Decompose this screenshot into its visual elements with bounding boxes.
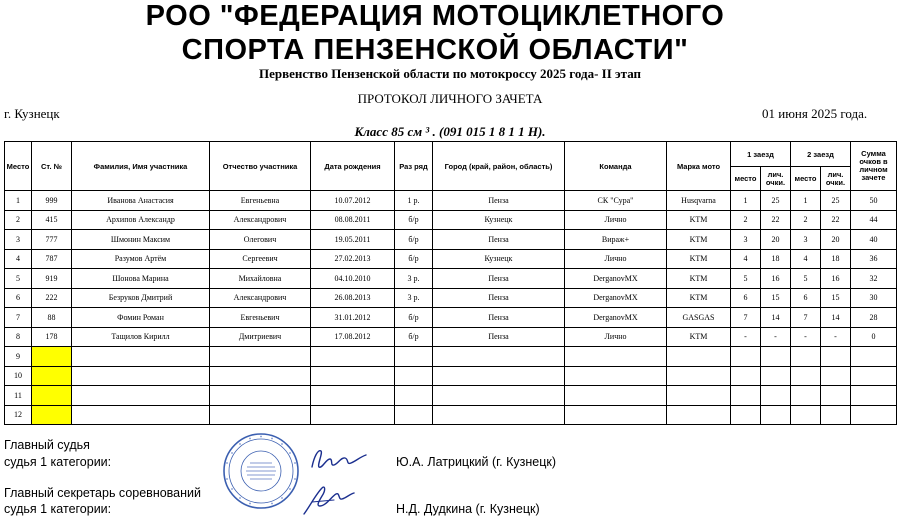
cell-team: DerganovMX: [565, 308, 667, 328]
cell-birth: 26.08.2013: [311, 288, 395, 308]
cell-city: [433, 347, 565, 367]
cell-sum: 30: [851, 288, 897, 308]
cell-moto: GASGAS: [667, 308, 731, 328]
cell-race2-place: [791, 386, 821, 406]
col-race1-points: лич. очки.: [761, 167, 791, 191]
cell-moto: [667, 366, 731, 386]
cell-place: 6: [5, 288, 32, 308]
cell-moto: KTM: [667, 230, 731, 250]
col-number: Ст. №: [32, 142, 72, 191]
cell-place: 5: [5, 269, 32, 289]
cell-moto: Husqvarna: [667, 191, 731, 211]
cell-name: [72, 405, 210, 425]
cell-team: Лично: [565, 327, 667, 347]
cell-patronymic: Евгеньевна: [210, 191, 311, 211]
col-sum: Сумма очков в личном зачете: [851, 142, 897, 191]
cell-number: [32, 366, 72, 386]
protocol-title: ПРОТОКОЛ ЛИЧНОГО ЗАЧЕТА: [357, 91, 543, 106]
cell-rank: б/р: [395, 230, 433, 250]
cell-team: Лично: [565, 210, 667, 230]
title-line-1: РОО "ФЕДЕРАЦИЯ МОТОЦИКЛЕТНОГО: [145, 0, 725, 32]
cell-city: [433, 386, 565, 406]
cell-race2-points: [821, 386, 851, 406]
cell-race1-place: 5: [731, 269, 761, 289]
table-row: [5, 347, 897, 367]
cell-city: Пенза: [433, 269, 565, 289]
cell-patronymic: [210, 405, 311, 425]
cell-race2-points: 15: [821, 288, 851, 308]
cell-number: 178: [32, 327, 72, 347]
cell-team: СК "Сура": [565, 191, 667, 211]
col-race2-place: место: [791, 167, 821, 191]
cell-patronymic: Сергеевич: [210, 249, 311, 269]
cell-race2-points: -: [821, 327, 851, 347]
cell-team: DerganovMX: [565, 288, 667, 308]
cell-race2-place: 3: [791, 230, 821, 250]
col-race2-points: лич. очки.: [821, 167, 851, 191]
cell-city: Кузнецк: [433, 249, 565, 269]
cell-team: Лично: [565, 249, 667, 269]
cell-sum: 28: [851, 308, 897, 328]
cell-place: 7: [5, 308, 32, 328]
table-row: [5, 366, 897, 386]
cell-number: 777: [32, 230, 72, 250]
cell-birth: 10.07.2012: [311, 191, 395, 211]
table-row: [5, 230, 897, 250]
cell-name: Тащилов Кирилл: [72, 327, 210, 347]
cell-sum: 44: [851, 210, 897, 230]
col-moto: Марка мото: [667, 142, 731, 191]
cell-moto: KTM: [667, 249, 731, 269]
cell-race1-place: 6: [731, 288, 761, 308]
cell-sum: 0: [851, 327, 897, 347]
cell-race2-place: [791, 405, 821, 425]
class-title: Класс 85 см ³ . (091 015 1 8 1 1 Н).: [354, 124, 546, 139]
cell-city: Пенза: [433, 308, 565, 328]
cell-race1-points: 20: [761, 230, 791, 250]
table-row: [5, 288, 897, 308]
cell-patronymic: Евгеньевич: [210, 308, 311, 328]
cell-birth: 04.10.2010: [311, 269, 395, 289]
cell-race1-place: 2: [731, 210, 761, 230]
secretary-title-2: судья 1 категории:: [4, 502, 112, 516]
cell-race2-place: 4: [791, 249, 821, 269]
cell-number: 222: [32, 288, 72, 308]
cell-birth: [311, 386, 395, 406]
cell-race2-place: 2: [791, 210, 821, 230]
cell-race1-place: [731, 386, 761, 406]
cell-rank: [395, 405, 433, 425]
secretary-title-1: Главный секретарь соревнований: [4, 486, 201, 500]
title-line-2: СПОРТА ПЕНЗЕНСКОЙ ОБЛАСТИ": [181, 34, 689, 66]
table-row: [5, 191, 897, 211]
cell-sum: [851, 386, 897, 406]
cell-name: Шмонин Максим: [72, 230, 210, 250]
cell-place: 11: [5, 386, 32, 406]
cell-race1-place: 7: [731, 308, 761, 328]
cell-race1-points: 25: [761, 191, 791, 211]
cell-patronymic: Александрович: [210, 210, 311, 230]
cell-birth: 27.02.2013: [311, 249, 395, 269]
cell-team: Вираж+: [565, 230, 667, 250]
cell-city: Пенза: [433, 191, 565, 211]
event-title: Первенство Пензенской области по мотокроссу 2025 года- II этап: [258, 66, 642, 81]
cell-race2-points: 16: [821, 269, 851, 289]
cell-city: Кузнецк: [433, 210, 565, 230]
cell-race2-points: 14: [821, 308, 851, 328]
table-row: [5, 386, 897, 406]
cell-sum: 32: [851, 269, 897, 289]
cell-race2-place: -: [791, 327, 821, 347]
cell-sum: [851, 347, 897, 367]
table-row: [5, 308, 897, 328]
cell-place: 10: [5, 366, 32, 386]
cell-patronymic: Олегович: [210, 230, 311, 250]
cell-race2-points: 18: [821, 249, 851, 269]
cell-number: 919: [32, 269, 72, 289]
col-team: Команда: [565, 142, 667, 191]
cell-race1-place: [731, 366, 761, 386]
cell-birth: 19.05.2011: [311, 230, 395, 250]
cell-moto: [667, 386, 731, 406]
secretary-signature: [300, 482, 356, 518]
cell-name: Фомин Роман: [72, 308, 210, 328]
cell-sum: [851, 366, 897, 386]
cell-race2-points: 22: [821, 210, 851, 230]
cell-rank: б/р: [395, 210, 433, 230]
cell-sum: 36: [851, 249, 897, 269]
table-row: [5, 327, 897, 347]
cell-birth: 17.08.2012: [311, 327, 395, 347]
cell-moto: [667, 347, 731, 367]
cell-place: 9: [5, 347, 32, 367]
cell-city: [433, 405, 565, 425]
col-name: Фамилия, Имя участника: [72, 142, 210, 191]
cell-sum: 50: [851, 191, 897, 211]
cell-patronymic: [210, 366, 311, 386]
cell-name: Архипов Александр: [72, 210, 210, 230]
cell-number: 999: [32, 191, 72, 211]
round-stamp: [222, 432, 300, 510]
cell-team: DerganovMX: [565, 269, 667, 289]
cell-sum: [851, 405, 897, 425]
cell-name: [72, 386, 210, 406]
cell-team: [565, 347, 667, 367]
cell-name: Шонова Марина: [72, 269, 210, 289]
cell-race1-place: 4: [731, 249, 761, 269]
cell-rank: 3 р.: [395, 269, 433, 289]
judge-title-2: судья 1 категории:: [4, 455, 112, 469]
cell-place: 3: [5, 230, 32, 250]
cell-team: [565, 386, 667, 406]
col-city: Город (край, район, область): [433, 142, 565, 191]
cell-rank: б/р: [395, 327, 433, 347]
cell-moto: KTM: [667, 327, 731, 347]
cell-name: [72, 366, 210, 386]
cell-race2-points: 20: [821, 230, 851, 250]
cell-moto: [667, 405, 731, 425]
cell-place: 1: [5, 191, 32, 211]
cell-patronymic: [210, 347, 311, 367]
cell-place: 12: [5, 405, 32, 425]
cell-race1-points: 15: [761, 288, 791, 308]
col-birth: Дата рождения: [311, 142, 395, 191]
cell-birth: 31.01.2012: [311, 308, 395, 328]
cell-place: 4: [5, 249, 32, 269]
cell-race2-place: [791, 347, 821, 367]
cell-race2-place: 5: [791, 269, 821, 289]
cell-number: [32, 405, 72, 425]
cell-patronymic: [210, 386, 311, 406]
cell-rank: б/р: [395, 308, 433, 328]
cell-place: 8: [5, 327, 32, 347]
cell-patronymic: Дмитриевич: [210, 327, 311, 347]
cell-race1-points: [761, 405, 791, 425]
cell-race2-points: [821, 347, 851, 367]
col-place: Место: [5, 142, 32, 191]
cell-birth: 08.08.2011: [311, 210, 395, 230]
cell-race1-points: 14: [761, 308, 791, 328]
cell-race2-place: 7: [791, 308, 821, 328]
cell-rank: б/р: [395, 249, 433, 269]
judge-title-1: Главный судья: [4, 438, 90, 452]
cell-race2-place: 6: [791, 288, 821, 308]
cell-rank: 1 р.: [395, 191, 433, 211]
cell-race2-place: [791, 366, 821, 386]
judge-signature: [308, 445, 368, 473]
cell-race2-points: [821, 405, 851, 425]
cell-team: [565, 405, 667, 425]
cell-rank: [395, 347, 433, 367]
cell-race1-points: -: [761, 327, 791, 347]
cell-birth: [311, 366, 395, 386]
cell-number: [32, 347, 72, 367]
city: г. Кузнецк: [4, 106, 60, 121]
cell-birth: [311, 347, 395, 367]
cell-number: [32, 386, 72, 406]
cell-race1-place: [731, 405, 761, 425]
cell-moto: KTM: [667, 269, 731, 289]
cell-race1-points: [761, 386, 791, 406]
cell-race1-place: -: [731, 327, 761, 347]
cell-name: [72, 347, 210, 367]
table-row: [5, 249, 897, 269]
cell-race2-points: 25: [821, 191, 851, 211]
cell-number: 88: [32, 308, 72, 328]
cell-race2-points: [821, 366, 851, 386]
cell-name: Разумов Артём: [72, 249, 210, 269]
cell-race1-place: [731, 347, 761, 367]
cell-moto: KTM: [667, 288, 731, 308]
cell-patronymic: Александрович: [210, 288, 311, 308]
cell-race1-points: 22: [761, 210, 791, 230]
cell-race1-points: 18: [761, 249, 791, 269]
cell-race2-place: 1: [791, 191, 821, 211]
cell-race1-points: [761, 347, 791, 367]
cell-race1-place: 1: [731, 191, 761, 211]
cell-rank: 3 р.: [395, 288, 433, 308]
cell-rank: [395, 386, 433, 406]
cell-rank: [395, 366, 433, 386]
cell-city: Пенза: [433, 327, 565, 347]
cell-patronymic: Михайловна: [210, 269, 311, 289]
cell-moto: KTM: [667, 210, 731, 230]
col-patronymic: Отчество участника: [210, 142, 311, 191]
cell-number: 787: [32, 249, 72, 269]
secretary-name: Н.Д. Дудкина (г. Кузнецк): [396, 502, 540, 516]
cell-city: Пенза: [433, 288, 565, 308]
col-race1: 1 заезд: [731, 142, 791, 167]
cell-birth: [311, 405, 395, 425]
table-row: [5, 405, 897, 425]
cell-city: Пенза: [433, 230, 565, 250]
cell-name: Безруков Дмитрий: [72, 288, 210, 308]
date: 01 июня 2025 года.: [762, 106, 868, 121]
table-row: [5, 269, 897, 289]
results-table: [4, 141, 897, 425]
cell-team: [565, 366, 667, 386]
cell-place: 2: [5, 210, 32, 230]
cell-city: [433, 366, 565, 386]
judge-name: Ю.А. Латрицкий (г. Кузнецк): [396, 455, 557, 469]
cell-name: Иванова Анастасия: [72, 191, 210, 211]
col-rank: Раз ряд: [395, 142, 433, 191]
cell-number: 415: [32, 210, 72, 230]
col-race1-place: место: [731, 167, 761, 191]
cell-sum: 40: [851, 230, 897, 250]
cell-race1-points: 16: [761, 269, 791, 289]
cell-race1-place: 3: [731, 230, 761, 250]
table-row: [5, 210, 897, 230]
cell-race1-points: [761, 366, 791, 386]
col-race2: 2 заезд: [791, 142, 851, 167]
